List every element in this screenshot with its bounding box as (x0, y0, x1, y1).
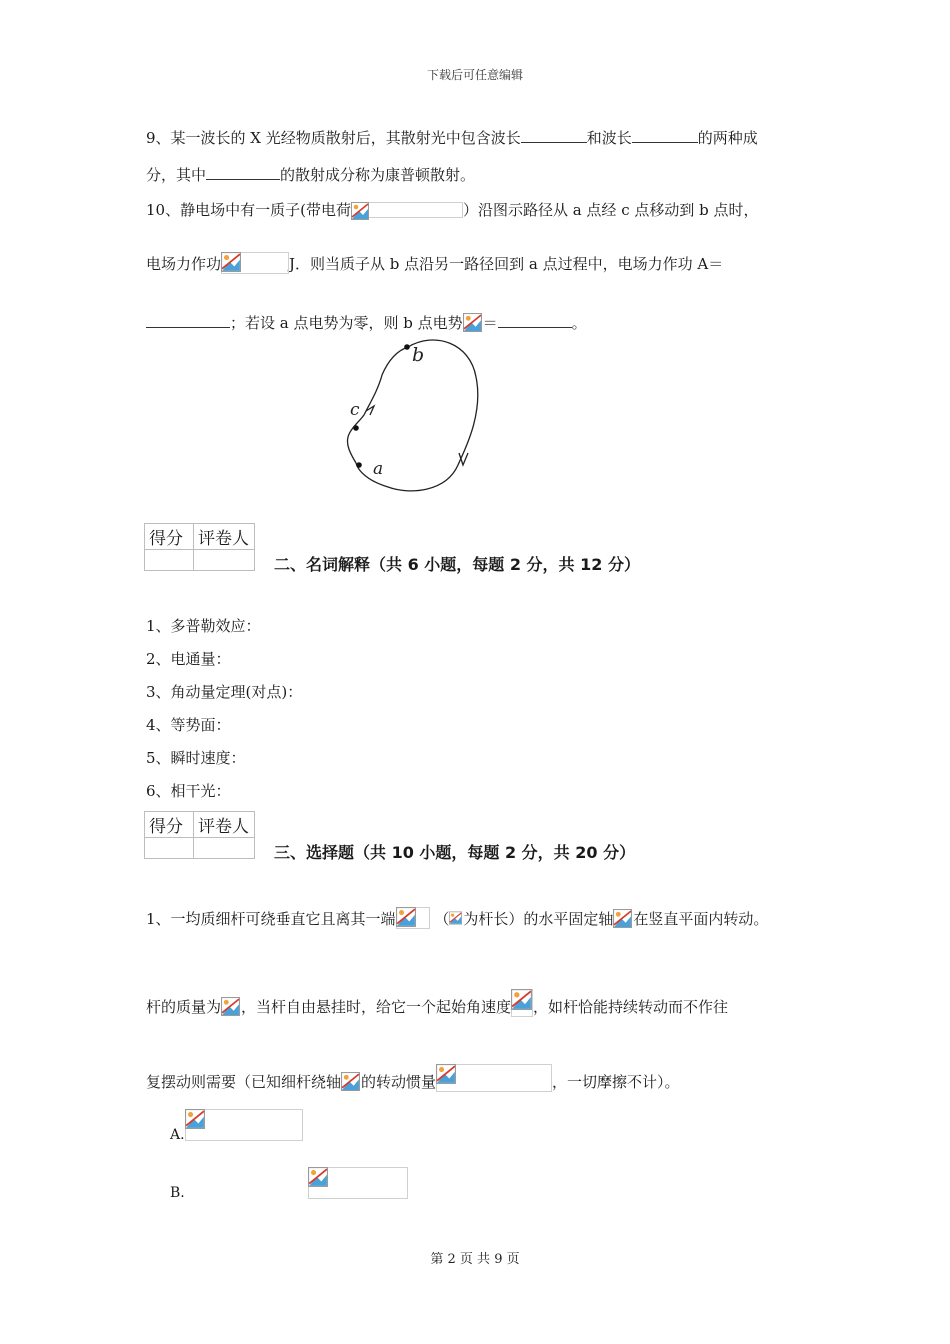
mc-q1-text: ，如杆恰能持续转动而不作往 (533, 998, 729, 1016)
q10-text: 。 (571, 314, 587, 332)
grader-label: 评卷人 (194, 812, 255, 838)
q9-text: 9、某一波长的 X 光经物质散射后，其散射光中包含波长 (146, 129, 521, 147)
path-arrow-down (459, 453, 468, 465)
q10-text: 电场力作功 (146, 255, 222, 273)
path-figure (330, 335, 500, 500)
label-b: b (412, 344, 425, 366)
formula-image (396, 907, 430, 929)
score-table (144, 811, 255, 859)
term-item: 6、相干光： (146, 782, 231, 800)
option-b-image[interactable] (308, 1167, 408, 1199)
mc-q1-line-3 (146, 1064, 680, 1092)
q10-line-3 (146, 313, 587, 333)
score-label: 得分 (145, 524, 194, 550)
mc-q1-text: ，当杆自由悬挂时，给它一个起始角速度 (241, 998, 512, 1016)
term-item: 4、等势面： (146, 716, 231, 734)
term-item: 5、瞬时速度： (146, 749, 246, 767)
section-title: 三、选择题（共 10 小题，每题 2 分，共 20 分） (274, 843, 636, 862)
broken-image-icon (221, 252, 241, 272)
mc-q1-text: 复摆动则需要（已知细杆绕轴 (146, 1073, 342, 1091)
score-cell (145, 550, 194, 571)
page-header: 下载后可任意编辑 (426, 68, 523, 82)
term-item: 3、角动量定理(对点)： (146, 683, 303, 701)
broken-image-icon (613, 909, 632, 928)
formula-image (463, 313, 483, 333)
formula-image (511, 989, 533, 1017)
broken-image-icon (436, 1064, 456, 1084)
q9-line-2 (146, 165, 475, 185)
answer-blank (498, 313, 572, 328)
q10-text: J．则当质子从 b 点沿另一路径回到 a 点过程中，电场力作功 A＝ (289, 255, 724, 273)
section-title: 二、名词解释（共 6 小题，每题 2 分，共 12 分） (274, 555, 640, 574)
option-a-image[interactable] (185, 1109, 303, 1141)
broken-image-icon (396, 907, 416, 927)
score-label: 得分 (145, 812, 194, 838)
mc-q1-text: 杆的质量为 (146, 998, 222, 1016)
broken-image-icon (308, 1167, 328, 1187)
broken-image-icon (463, 313, 482, 332)
mc-q1-text: 为杆长）的水平固定轴 (463, 910, 614, 928)
page-footer: 第 2 页 共 9 页 (430, 1252, 520, 1267)
formula-image (221, 997, 241, 1017)
q9-text: 和波长 (586, 129, 632, 147)
formula-image (613, 909, 633, 929)
formula-image (221, 252, 289, 274)
mc-q1-text: ，一切摩擦不计）。 (552, 1073, 680, 1091)
q9-text: 分，其中 (146, 166, 207, 184)
label-c: c (350, 400, 360, 420)
mc-q1-line-1 (146, 907, 768, 929)
q10-line-2 (146, 252, 723, 274)
option-b-label: B. (170, 1185, 185, 1201)
q9-text: 的散射成分称为康普顿散射。 (280, 166, 476, 184)
score-cell (145, 838, 194, 859)
q10-text: ）沿图示路径从 a 点经 c 点移动到 b 点时， (462, 201, 759, 219)
broken-image-icon (449, 909, 462, 927)
option-a-label: A. (170, 1127, 185, 1143)
mc-q1-text: （ (434, 910, 450, 928)
mc-q1-text: 1、一均质细杆可绕垂直它且离其一端 (146, 910, 396, 928)
broken-image-icon (185, 1109, 205, 1129)
mc-q1-text: 的转动惯量 (361, 1073, 437, 1091)
grader-label: 评卷人 (194, 524, 255, 550)
q9-text: 的两种成 (697, 129, 758, 147)
q9-line-1 (146, 128, 758, 148)
formula-image (351, 202, 463, 220)
mc-q1-line-2 (146, 989, 728, 1017)
q10-text: ；若设 a 点电势为零，则 b 点电势 (230, 314, 463, 332)
path-arrow-up (366, 406, 374, 415)
q10-text: 10、静电场中有一质子(带电荷 (146, 201, 351, 219)
broken-image-icon (351, 202, 369, 220)
grader-cell (194, 838, 255, 859)
point-c-dot (353, 425, 359, 431)
answer-blank (146, 313, 230, 328)
term-item: 1、多普勒效应： (146, 617, 261, 635)
formula-image (436, 1064, 552, 1092)
formula-image (449, 909, 463, 929)
answer-blank (632, 128, 698, 143)
broken-image-icon (511, 989, 532, 1010)
grader-cell (194, 550, 255, 571)
point-a-dot (356, 462, 362, 468)
q10-line-1 (146, 200, 759, 220)
broken-image-icon (221, 997, 240, 1016)
answer-blank (206, 165, 280, 180)
mc-q1-text: 在竖直平面内转动。 (633, 910, 769, 928)
answer-blank (521, 128, 587, 143)
q10-text: ＝ (482, 314, 498, 332)
formula-image (341, 1072, 361, 1092)
point-b-dot (404, 344, 410, 350)
label-a: a (373, 459, 384, 479)
broken-image-icon (341, 1072, 360, 1091)
score-table (144, 523, 255, 571)
term-item: 2、电通量： (146, 650, 231, 668)
